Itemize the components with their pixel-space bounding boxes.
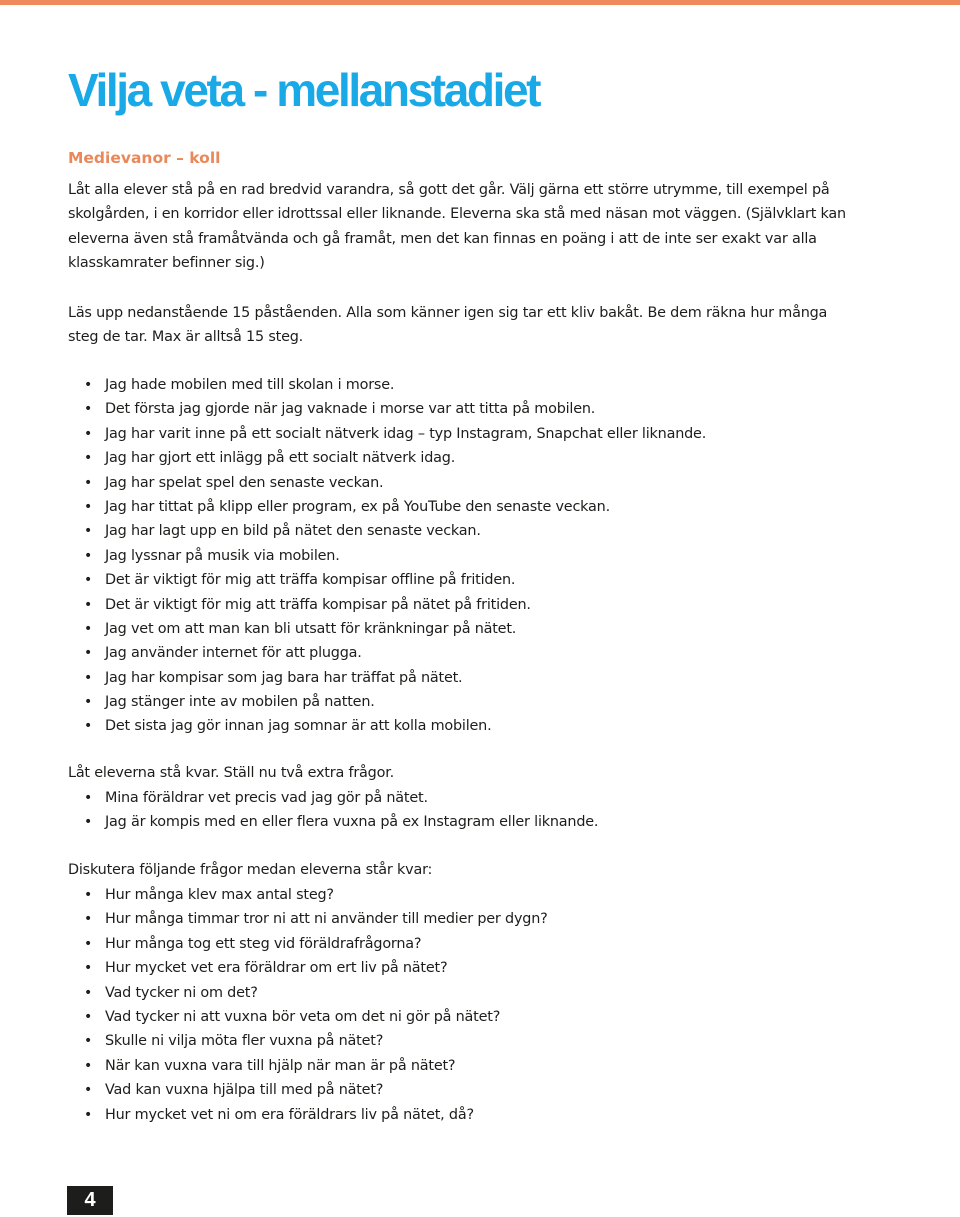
discussion-questions-list xyxy=(68,883,548,1127)
bullet-icon: • xyxy=(84,814,93,831)
list-item: • När kan vuxna vara till hjälp när man är på nätet? xyxy=(68,1054,548,1078)
bullet-icon: • xyxy=(84,911,93,928)
intro-paragraph: Låt alla elever stå på en rad bredvid varandra, så gott det går. Välj gärna ett större utrymme, till exempel på skolgården, i en korridor eller idrottssal eller liknande. Eleverna ska stå med näsan mot väggen. (Självklart kan eleverna även stå framåtvända och gå framåt, men det kan finnas en poäng i att de inte ser exakt var alla klasskamrater befinner sig.) xyxy=(68,182,846,272)
bullet-icon: • xyxy=(84,1033,93,1050)
extra-questions-intro: Låt eleverna stå kvar. Ställ nu två extra frågor. xyxy=(68,765,394,781)
list-item: • Det är viktigt för mig att träffa kompisar offline på fritiden. xyxy=(68,568,706,592)
list-item: • Mina föräldrar vet precis vad jag gör på nätet. xyxy=(68,786,598,810)
bullet-icon: • xyxy=(84,984,93,1001)
bullet-icon: • xyxy=(84,1057,93,1074)
list-item: • Hur många tog ett steg vid föräldrafrågorna? xyxy=(68,932,548,956)
list-item: • Det är viktigt för mig att träffa kompisar på nätet på fritiden. xyxy=(68,593,706,617)
list-item: • Jag lyssnar på musik via mobilen. xyxy=(68,544,706,568)
extra-questions-list xyxy=(68,786,598,835)
bullet-icon: • xyxy=(84,645,93,662)
discussion-intro: Diskutera följande frågor medan eleverna står kvar: xyxy=(68,862,433,878)
list-item: • Jag har kompisar som jag bara har träffat på nätet. xyxy=(68,666,706,690)
list-item: • Det sista jag gör innan jag somnar är att kolla mobilen. xyxy=(68,714,706,738)
bullet-icon: • xyxy=(84,887,93,903)
bullet-icon: • xyxy=(84,935,93,952)
page-number: 4 xyxy=(67,1186,113,1215)
bullet-icon: • xyxy=(84,1082,93,1099)
bullet-icon: • xyxy=(84,450,93,467)
bullet-icon: • xyxy=(84,620,93,637)
list-item: • Hur många timmar tror ni att ni använder till medier per dygn? xyxy=(68,907,548,931)
bullet-icon: • xyxy=(84,572,93,589)
list-item: • Skulle ni vilja möta fler vuxna på nätet? xyxy=(68,1029,548,1053)
list-item: • Jag vet om att man kan bli utsatt för kränkningar på nätet. xyxy=(68,617,706,641)
statements-list xyxy=(68,373,706,739)
bullet-icon: • xyxy=(84,523,93,540)
list-item: • Jag har gjort ett inlägg på ett socialt nätverk idag. xyxy=(68,446,706,470)
instruction-paragraph: Läs upp nedanstående 15 påståenden. Alla som känner igen sig tar ett kliv bakåt. Be dem räkna hur många steg de tar. Max är alltså 15 steg. xyxy=(68,305,828,346)
list-item: • Jag har tittat på klipp eller program, ex på YouTube den senaste veckan. xyxy=(68,495,706,519)
bullet-icon: • xyxy=(84,718,93,735)
list-item: • Hur mycket vet ni om era föräldrars liv på nätet, då? xyxy=(68,1103,548,1127)
bullet-icon: • xyxy=(84,1106,93,1123)
bullet-icon: • xyxy=(84,401,93,418)
list-item: • Vad tycker ni om det? xyxy=(68,981,548,1005)
list-item: • Jag stänger inte av mobilen på natten. xyxy=(68,690,706,714)
list-item: • Jag använder internet för att plugga. xyxy=(68,641,706,665)
list-item: • Hur många klev max antal steg? xyxy=(68,883,548,907)
list-item: • Jag hade mobilen med till skolan i morse. xyxy=(68,373,706,397)
list-item: • Jag har varit inne på ett socialt nätverk idag – typ Instagram, Snapchat eller liknande. xyxy=(68,422,706,446)
bullet-icon: • xyxy=(84,669,93,686)
bullet-icon: • xyxy=(84,596,93,613)
list-item: • Jag har lagt upp en bild på nätet den senaste veckan. xyxy=(68,519,706,543)
list-item: • Det första jag gjorde när jag vaknade i morse var att titta på mobilen. xyxy=(68,397,706,421)
bullet-icon: • xyxy=(84,547,93,564)
bullet-icon: • xyxy=(84,1008,93,1025)
bullet-icon: • xyxy=(84,425,93,442)
list-item: • Vad tycker ni att vuxna bör veta om det ni gör på nätet? xyxy=(68,1005,548,1029)
bullet-icon: • xyxy=(84,377,93,393)
top-accent-bar xyxy=(0,0,960,5)
list-item: • Jag är kompis med en eller flera vuxna på ex Instagram eller liknande. xyxy=(68,810,598,834)
section-heading: Medievanor – koll xyxy=(68,149,221,167)
bullet-icon: • xyxy=(84,474,93,491)
list-item: • Jag har spelat spel den senaste veckan. xyxy=(68,471,706,495)
page-title: Vilja veta - mellanstadiet xyxy=(68,64,540,116)
bullet-icon: • xyxy=(84,790,93,806)
list-item: • Hur mycket vet era föräldrar om ert liv på nätet? xyxy=(68,956,548,980)
bullet-icon: • xyxy=(84,960,93,977)
bullet-icon: • xyxy=(84,694,93,711)
list-item: • Vad kan vuxna hjälpa till med på nätet? xyxy=(68,1078,548,1102)
bullet-icon: • xyxy=(84,498,93,515)
